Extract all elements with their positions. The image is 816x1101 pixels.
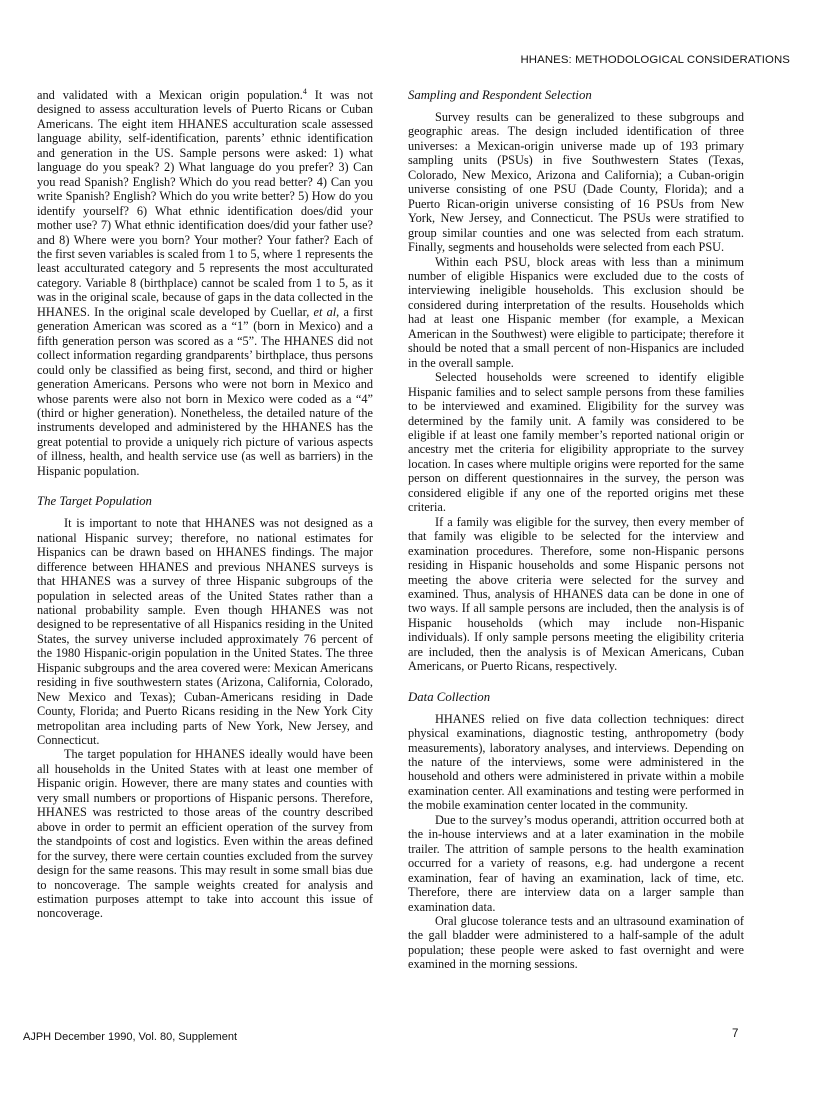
text-span: , a first generation American was scored as a “1” (born in Mexico) and a fifth generation person was scored as a “5”. The HHANES did not collect information regarding grandparents’ birthplace, thus persons could only be classified as being first, second, and third or higher generation Americans. Persons who were not born in Mexico and whose parents were also not born in Mexico were coded as a “4” (third or higher generation). Nonetheless, the detailed nature of the instruments developed and administered by the HHANES has the great potential to provide a uniquely rich picture of various aspects of illness, health, and health service use (as well as barriers) in the Hispanic population. <box>37 304 373 478</box>
paragraph <box>37 88 373 478</box>
right-column <box>408 88 744 972</box>
text-span: It was not designed to assess acculturation levels of Puerto Ricans or Cuban Americans. The eight item HHANES acculturation scale assessed language ability, self-identification, parents’ ethnic identification and generation in the US. Sample persons were asked: 1) what language do you speak? 2) What language do you prefer? 3) Can you read Spanish? English? Which do you read better? 4) Can you write Spanish? English? Which do you write better? 5) How do you identify yourself? 6) What ethnic identification does/did your mother use? 7) What ethnic identification does/did your father use? and 8) Where were you born? Your mother? Your father? Each of the first seven variables is scaled from 1 to 5, where 1 represents the least acculturated category and 5 represents the most acculturated category. Variable 8 (birthplace) cannot be scaled from 1 to 5, as it was in the original scale, because of gaps in the data collected in the HHANES. In the original scale developed by Cuellar, <box>37 88 374 319</box>
paragraph: Within each PSU, block areas with less than a minimum number of eligible Hispanics were excluded due to the costs of interviewing ineligible households. This exclusion should be considered during interpretation of the results. Households which had at least one Hispanic member (for example, a Mexican American in the Southwest) were eligible to participate; therefore it should be noted that a small percent of non-Hispanics are included in the overall sample. <box>408 254 744 370</box>
section-heading-sampling: Sampling and Respondent Selection <box>408 88 592 102</box>
et-al-italic: et al <box>313 304 337 319</box>
paragraph: HHANES relied on five data collection techniques: direct physical examinations, diagnostic testing, anthropometry (body measurements), laboratory analyses, and interviews. Depending on the nature of the interviews, some were administered in the household and others were administered in private within a mobile examination center. All examinations and testing were performed in the mobile examination center located in the community. <box>408 711 744 813</box>
paragraph: It is important to note that HHANES was not designed as a national Hispanic survey; therefore, no national estimates for Hispanics can be drawn based on HHANES findings. The major difference between HHANES and previous NHANES surveys is that HHANES was a survey of three Hispanic subgroups of the population in selected areas of the United States rather than a national probability sample. Even though HHANES was not designed to be representative of all Hispanics residing in the United States, the survey universe included approximately 76 percent of the 1980 Hispanic-origin population in the United States. The three Hispanic subgroups and the area covered were: Mexican Americans residing in five southwestern states (Arizona, California, Colorado, New Mexico and Texas); Cuban-Americans residing in Dade County, Florida; and Puerto Ricans residing in the New York City metropolitan area including parts of New York, New Jersey, and Connecticut. <box>37 516 373 748</box>
left-column <box>37 88 373 921</box>
paragraph: Due to the survey’s modus operandi, attrition occurred both at the in-house interviews and at a later examination in the mobile trailer. The attrition of sample persons to the health examination occurred for a variety of reasons, e.g. had undergone a recent examination, fear of having an examination, lack of time, etc. Therefore, there are interview data on a larger sample than examination data. <box>408 812 744 914</box>
paragraph: Oral glucose tolerance tests and an ultrasound examination of the gall bladder were administered to a half-sample of the adult population; these people were asked to fast overnight and were examined in the morning sessions. <box>408 914 744 972</box>
section-heading-target-population: The Target Population <box>37 494 152 509</box>
paragraph: The target population for HHANES ideally would have been all households in the United States with at least one member of Hispanic origin. However, there are many states and counties with very small numbers or proportions of Hispanic persons. Therefore, HHANES was restricted to those areas of the country described above in order to permit an efficient operation of the survey from the standpoints of cost and logistics. Even within the areas defined for the survey, there were certain counties excluded from the survey design for the same reasons. This may result in some small bias due to noncoverage. The sample weights created for analysis and estimation purposes attempt to take into account this issue of noncoverage. <box>37 747 373 921</box>
paragraph: Survey results can be generalized to these subgroups and geographic areas. The design included identification of three universes: a Mexican-origin universe made up of 193 primary sampling units (PSUs) in five Southwestern States (Texas, Colorado, New Mexico, Arizona and California); a Cuban-origin universe consisting of one PSU (Dade County, Florida); and a Puerto Rican-origin universe consisting of 16 PSUs from New York, New Jersey, and Connecticut. The PSUs were stratified to group similar counties and one was selected from each stratum. Finally, segments and households were selected from each PSU. <box>408 110 744 255</box>
running-head: HHANES: METHODOLOGICAL CONSIDERATIONS <box>520 54 790 66</box>
paragraph: If a family was eligible for the survey, then every member of that family was eligible to be selected for the interview and examination procedures. Therefore, some non-Hispanic persons residing in Hispanic households and some Hispanic persons not meeting the above criteria were selected for the survey and examined. Thus, analysis of HHANES data can be done in one of two ways. If all sample persons are included, then the analysis is of Hispanic households (which may include non-Hispanic individuals). If only sample persons meeting the eligibility criteria are included, then the analysis is of Mexican Americans, Cuban Americans, or Puerto Ricans, respectively. <box>408 514 744 674</box>
paragraph: Selected households were screened to identify eligible Hispanic families and to select sample persons from these families to be interviewed and examined. Eligibility for the survey was determined by the family unit. A family was considered to be eligible if at least one family member’s reported national origin or ancestry met the criteria for eligibility appropriate to the survey location. In cases where multiple origins were reported for the same person on different questionnaires in the survey, the person was considered eligible if any one of the reported origins met these criteria. <box>408 370 744 515</box>
text-span: and validated with a Mexican origin population. <box>37 88 303 102</box>
journal-footer: AJPH December 1990, Vol. 80, Supplement <box>23 1031 238 1043</box>
section-heading-data-collection: Data Collection <box>408 689 491 704</box>
page-number: 7 <box>732 1028 739 1040</box>
reference-superscript: 4 <box>302 86 307 96</box>
